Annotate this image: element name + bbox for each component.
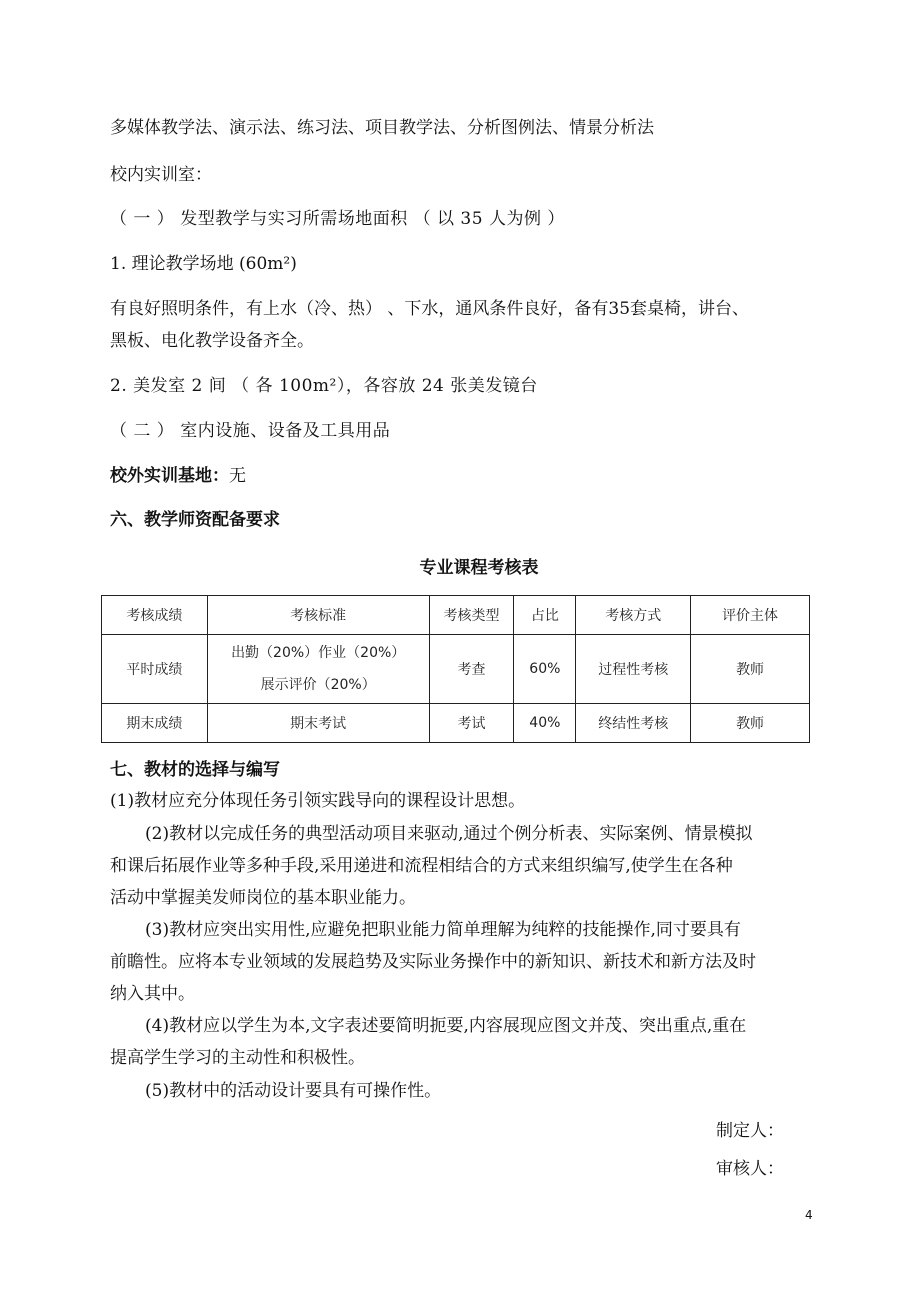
table-row <box>102 704 810 743</box>
paragraph-line: (4)教材应以学生为本,文字表述要简明扼要,内容展现应图文并茂、突出重点,重在 <box>145 1016 747 1036</box>
text-line: 有良好照明条件，有上水（冷、热） 、下水，通风条件良好，备有35套桌椅，讲台、 <box>110 299 750 319</box>
page-number: 4 <box>805 1208 813 1222</box>
text-line: 黑板、电化教学设备齐全。 <box>110 331 314 351</box>
paragraph-line: 和课后拓展作业等多种手段,采用递进和流程相结合的方式来组织编写,使学生在各种 <box>110 856 733 876</box>
offsite-base-value: 无 <box>229 466 246 486</box>
text-line: （ 一 ） 发型教学与实习所需场地面积 （ 以 35 人为例 ） <box>110 209 565 229</box>
offsite-base-line <box>110 465 246 487</box>
assessment-table <box>101 595 810 743</box>
text-line: 1. 理论教学场地 (60m²) <box>110 254 297 274</box>
table-cell: 平时成绩 <box>102 635 208 704</box>
reviewed-by-label: 审核人： <box>716 1159 784 1179</box>
paragraph-line: 活动中掌握美发师岗位的基本职业能力。 <box>110 888 416 908</box>
paragraph-line: (2)教材以完成任务的典型活动项目来驱动,通过个例分析表、实际案例、情景模拟 <box>145 824 753 844</box>
table-cell: 教师 <box>691 635 810 704</box>
prepared-by-label: 制定人： <box>716 1121 784 1141</box>
standard-line: 展示评价（20%） <box>260 677 376 693</box>
table-cell: 考试 <box>429 704 514 743</box>
section-heading-7: 七、教材的选择与编写 <box>110 760 280 780</box>
paragraph-line: (5)教材中的活动设计要具有可操作性。 <box>145 1081 442 1101</box>
table-cell: 60% <box>514 635 576 704</box>
offsite-base-label: 校外实训基地： <box>110 466 229 486</box>
text-line: 2. 美发室 2 间 （ 各 100m²），各容放 24 张美发镜台 <box>110 376 538 396</box>
table-cell: 终结性考核 <box>576 704 691 743</box>
table-cell: 期末成绩 <box>102 704 208 743</box>
table-cell: 教师 <box>691 704 810 743</box>
standard-line: 出勤（20%）作业（20%） <box>231 645 406 661</box>
table-row <box>102 635 810 704</box>
paragraph-line: 提高学生学习的主动性和积极性。 <box>110 1048 365 1068</box>
text-line: 校内实训室： <box>110 165 212 185</box>
table-cell: 考查 <box>429 635 514 704</box>
table-header-row <box>102 596 810 635</box>
table-header-cell: 评价主体 <box>691 596 810 635</box>
table-cell: 40% <box>514 704 576 743</box>
table-title: 专业课程考核表 <box>419 558 539 578</box>
table-header-cell: 考核成绩 <box>102 596 208 635</box>
table-header-cell: 考核类型 <box>429 596 514 635</box>
table-cell: 过程性考核 <box>576 635 691 704</box>
paragraph-line: (3)教材应突出实用性,应避免把职业能力简单理解为纯粹的技能操作,同寸要具有 <box>145 920 741 940</box>
table-header-cell: 考核标准 <box>207 596 429 635</box>
table-header-cell: 占比 <box>514 596 576 635</box>
table-cell <box>207 635 429 704</box>
text-line: 多媒体教学法、演示法、练习法、项目教学法、分析图例法、情景分析法 <box>110 118 654 138</box>
section-heading-6: 六、教学师资配备要求 <box>110 510 280 530</box>
table-cell: 期末考试 <box>207 704 429 743</box>
table-header-cell: 考核方式 <box>576 596 691 635</box>
paragraph-line: 前瞻性。应将本专业领域的发展趋势及实际业务操作中的新知识、新技术和新方法及时 <box>110 952 756 972</box>
text-line: （ 二 ） 室内设施、设备及工具用品 <box>110 421 391 441</box>
paragraph-line: 纳入其中。 <box>110 984 195 1004</box>
paragraph-line: (1)教材应充分体现任务引领实践导向的课程设计思想。 <box>110 791 526 811</box>
